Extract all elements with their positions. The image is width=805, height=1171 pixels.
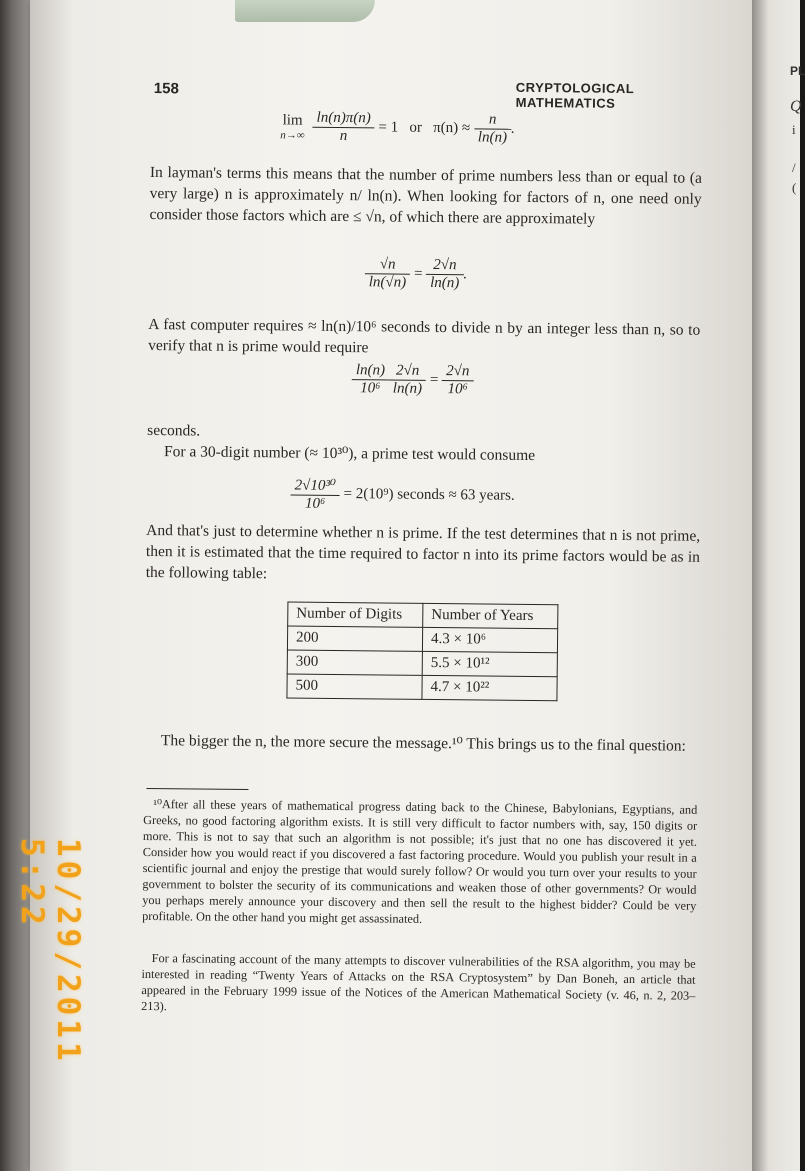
eq4-denominator: 10⁶: [304, 495, 326, 512]
eq3-denominator-3: 10⁶: [447, 381, 468, 398]
table-header-cell: Number of Years: [423, 603, 558, 628]
eq2-numerator: √n: [365, 256, 411, 274]
factoring-time-table: [286, 601, 558, 701]
table-cell: 4.3 × 10⁶: [422, 627, 557, 652]
paragraph-fast-computer: A fast computer requires ≈ ln(n)/10⁶ seconds to divide n by an integer less than n, so to verify that n is prime would require: [148, 315, 701, 357]
green-bookmark-tab: [235, 0, 375, 22]
paragraph-30-digit: For a 30-digit number (≈ 10³⁰), a prime test would consume: [163, 443, 536, 465]
eq1-numerator: ln(n)π(n): [312, 110, 374, 129]
eq1-rhs: = 1 or π(n) ≈: [378, 119, 471, 137]
eq2-end: .: [463, 266, 468, 283]
lim-subscript: n→∞: [280, 129, 305, 142]
facing-page-edge: [752, 0, 805, 1171]
paragraph-that-is-just: And that's just to determine whether n is prime. If the test determines that n is not prime, then it is estimated that the time required to factor n into its prime factors would be as in the following table:: [145, 521, 701, 583]
facing-page-fragment: (: [792, 180, 797, 195]
facing-page-fragment: /: [792, 160, 796, 175]
eq3-numerator-2: 2√n: [389, 363, 426, 381]
equation-sqrt-ratio: [365, 256, 468, 292]
paragraph-laymans-terms: In layman's terms this means that the number of prime numbers less than or equal to (a very large) n is approximately n/ ln(n). When looking for factors of n, one need only consider those factors which are ≤ √n, of which there are approximately: [149, 163, 702, 228]
eq3-denominator: 10⁶: [360, 380, 381, 397]
eq3-numerator-3: 2√n: [442, 363, 473, 381]
table-cell: 300: [287, 650, 422, 675]
table-cell: 200: [287, 626, 422, 651]
equation-limit: [280, 109, 515, 146]
facing-page-fragment: i: [792, 122, 796, 137]
camera-date-stamp: 10/29/2011 5:22: [14, 838, 86, 1065]
table-cell: 5.5 × 10¹²: [422, 651, 557, 676]
table-row: [287, 674, 557, 701]
facing-page-fragment: Q: [790, 98, 802, 115]
eq3-equals: =: [429, 371, 439, 388]
eq3-numerator: ln(n): [352, 362, 389, 380]
eq2-equals: =: [413, 265, 423, 282]
eq1-numerator-2: n: [474, 111, 511, 129]
table-header-cell: Number of Digits: [288, 602, 423, 627]
footnote-10: ¹⁰After all these years of mathematical progress dating back to the Chinese, Babylonians, Egyptians, and Greeks, no good factoring algorithm exists. It is still very difficult to factor numbers with, say, 150 digits or more. This is not to say that such an algorithm is not possible; it's just that no one has discovered it yet. Consider how you would react if you discovered a fast factoring procedure. Would you publish your result in a scientific journal and enjoy the prestige that would surely follow? Or would you turn over your results to your government to bolster the security of its communications and weaken those of other governments? Or would you perhaps merely announce your discovery and then sell the result to the highest bidder? Could be very profitable. On the other hand you might get assassinated.: [142, 797, 698, 926]
table-row: [287, 626, 557, 653]
paragraph-seconds: seconds.: [147, 421, 201, 440]
table-header-row: [288, 602, 558, 629]
table-cell: 500: [287, 674, 422, 699]
table-cell: 4.7 × 10²²: [422, 675, 557, 700]
eq2-denominator: ln(√n): [368, 274, 407, 291]
facing-page-fragment: PL: [790, 64, 805, 78]
table-row: [287, 650, 557, 677]
eq3-denominator-2: ln(n): [392, 380, 423, 397]
page-number: 158: [153, 80, 179, 98]
footnote-10-continued: For a fascinating account of the many attempts to discover vulnerabilities of the RSA algorithm, you may be interested in reading “Twenty Years of Attacks on the RSA Cryptosystem” by Dan Boneh, an article that appeared in the February 1999 issue of the Notices of the American Mathematical Society (v. 46, n. 2, 203–213).: [141, 951, 696, 1014]
eq1-denominator-2: ln(n): [477, 129, 508, 146]
lim-label: lim: [282, 112, 303, 129]
paragraph-bigger-n: The bigger the n, the more secure the message.¹⁰ This brings us to the final question:: [160, 732, 687, 755]
running-head: CRYPTOLOGICAL MATHEMATICS: [515, 79, 635, 111]
eq2-denominator-2: ln(n): [430, 274, 460, 292]
eq4-rhs: = 2(10⁹) seconds ≈ 63 years.: [343, 485, 515, 504]
eq1-end: .: [511, 120, 515, 137]
equation-prime-time: [352, 362, 474, 398]
eq2-numerator-2: 2√n: [426, 257, 463, 275]
eq4-numerator: 2√10³⁰: [291, 475, 340, 496]
eq1-denominator: n: [339, 127, 348, 145]
equation-63-years: [290, 475, 514, 514]
